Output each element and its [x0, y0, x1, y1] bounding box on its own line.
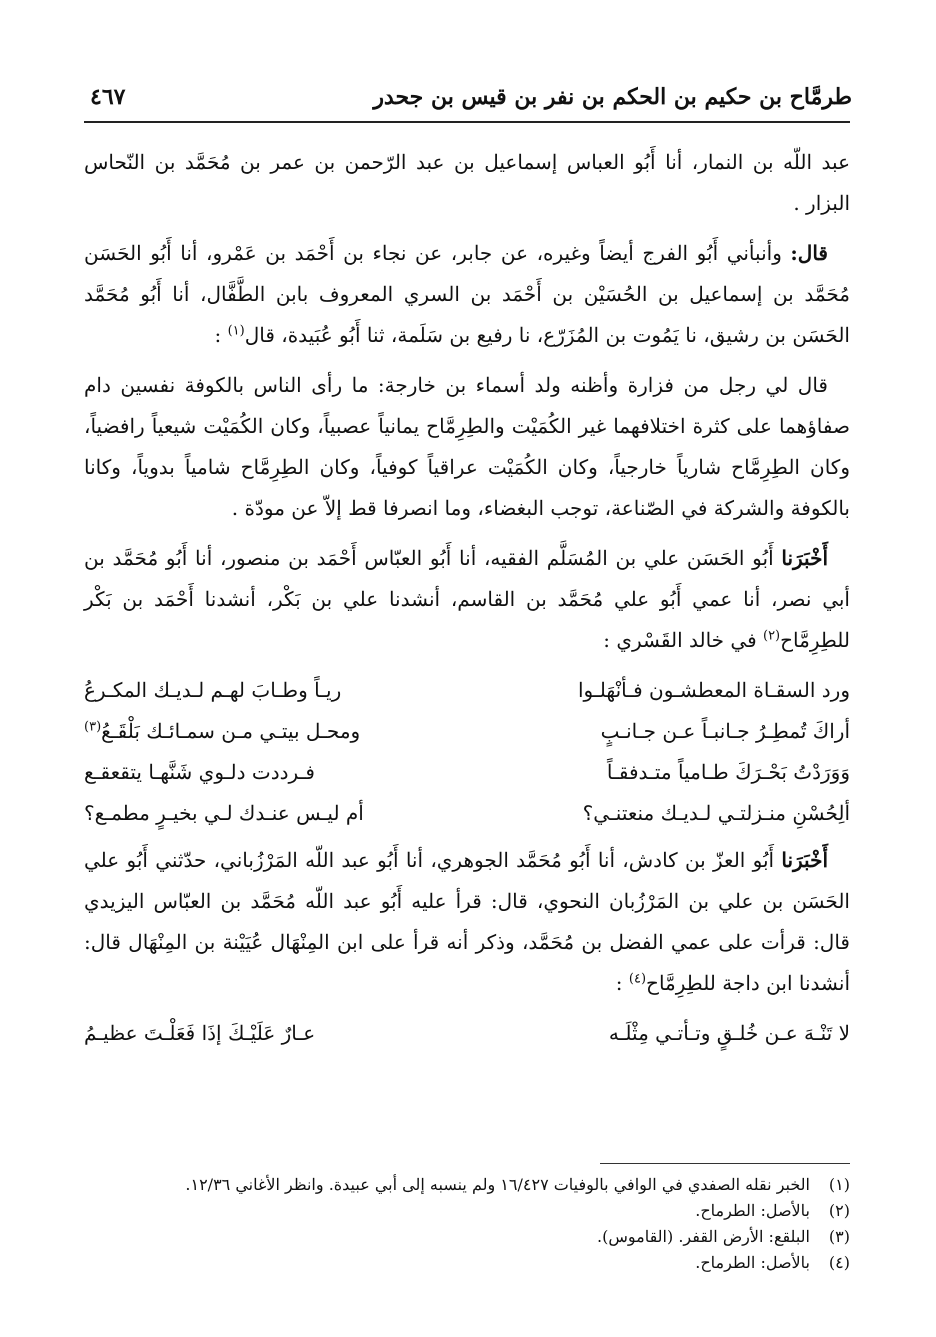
- paragraph-tail: في خالد القَسْري :: [603, 628, 763, 652]
- paragraph-2: [84, 233, 850, 356]
- verse-second-hemistich: عـارٌ عَلَيْـكَ إذَا فَعَلْـتَ عظيـمُ: [84, 1021, 316, 1045]
- paragraph-tail: :: [214, 323, 228, 347]
- page-number: ٤٦٧: [90, 84, 126, 110]
- poem: [84, 670, 850, 834]
- verse-first-hemistich: أراكَ تُمطِـرُ جـانبـاً عـن جـانـبٍ: [600, 719, 850, 743]
- verse-first-hemistich: ورد السقـاة المعطشـون فـأنْهَلـوا: [578, 678, 850, 702]
- verse-line: [84, 670, 850, 711]
- paragraph-text: وأنبأني أَبُو الفرج أيضاً وغيره، عن جابر، عن نجاء بن أَحْمَد بن عَمْرو، أنا أَبُو الحَسَن مُحَمَّد بن إسماعيل بن الحُسَيْن بن أَحْمَد بن السري المعروف بابن الطَّفَّال، أنا أَبُو مُحَمَّد الحَسَن بن رشيق، نا يَمُوت بن المُزَرّع، نا رفيع بن سَلَمة، ثنا أَبُو عُبَيدة، قال: [84, 241, 851, 347]
- verse-first-hemistich: وَوَرَدْتُ بَحْـرَكَ طـامياً متـدفقـاً: [606, 760, 850, 784]
- verse-second-hemistich: فـرددت دلـوي شَنَّهـا يتقعقـع: [84, 760, 315, 784]
- footnote-ref: (٢): [762, 628, 781, 644]
- paragraph-text: أَبُو الحَسَن علي بن المُسَلَّم الفقيه، أنا أَبُو العبّاس أَحْمَد بن منصور، أنا أَبُو مُحَمَّد بن أبي نصر، أنا عمي أَبُو علي مُحَمَّد بن القاسم، أنشدنا علي بن بَكْر، أنشدنا أَحْمَد بن بَكْر للطِرِمَّاح: [84, 546, 850, 652]
- footnote: [84, 1198, 850, 1224]
- footnote: [84, 1250, 850, 1276]
- footnote-text: الخبر نقله الصفدي في الوافي بالوفيات ١٦/٤٢٧ ولم ينسبه إلى أبي عبيدة. وانظر الأغاني ١٢/٣٦.: [185, 1175, 810, 1194]
- footnote-ref: (١): [227, 323, 245, 339]
- paragraph-lead: أَخْبَرَنا: [781, 546, 828, 570]
- verse-line: [84, 793, 850, 834]
- paragraph-1: [84, 142, 850, 224]
- verse-first-hemistich: لا تَنْـهَ عـن خُلـقٍ وتـأتـي مِثْلَـه: [608, 1021, 850, 1045]
- footnote-ref: (٣): [84, 719, 102, 735]
- verse-second-hemistich: [84, 711, 444, 752]
- verse-line: [84, 752, 850, 793]
- paragraph-3: [84, 365, 850, 529]
- footnote: [84, 1172, 850, 1198]
- footnote-number: (٢): [828, 1201, 850, 1220]
- footnote-text: بالأصل: الطرماح.: [695, 1253, 810, 1272]
- page-header: [84, 84, 852, 120]
- running-title: طرمَّاح بن حكيم بن الحكم بن نفر بن قيس بن جحدر: [373, 84, 852, 110]
- paragraph-lead: أَخْبَرَنا: [781, 848, 828, 872]
- verse-second-hemistich: ريـاً وطـابَ لهـم لـديـك المكـرعُ: [84, 678, 342, 702]
- paragraph-text: عبد اللّه بن النمار، أنا أَبُو العباس إسماعيل بن عبد الرّحمن بن عمر بن مُحَمَّد بن النّحاس البزار .: [84, 150, 850, 215]
- paragraph-tail: :: [615, 971, 629, 995]
- verse-line: [84, 1013, 850, 1054]
- paragraph-5: [84, 840, 850, 1004]
- verse-second-hemistich: أم ليـس عنـدك لـي بخيـرٍ مطمـع؟: [84, 801, 364, 825]
- footnote-rule: [600, 1163, 850, 1164]
- footnote-number: (١): [828, 1175, 850, 1194]
- footnote-number: (٣): [828, 1227, 850, 1246]
- paragraph-text: قال لي رجل من فزارة وأظنه ولد أسماء بن خارجة: ما رأى الناس بالكوفة نفسين دام صفاؤهما على كثرة اختلافهما غير الكُمَيْت والطِرِمَّاح يمانياً عصبياً، وكان الكُمَيْت شيعياً رافضياً، وكان الطِرِمَّاح شارياً خارجياً، وكان الكُمَيْت عراقياً كوفياً، وكان الطِرِمَّاح شامياً بدوياً، وكانا بالكوفة والشركة في الصّناعة، توجب البغضاء، وما انصرفا قط إلاّ عن مودّة .: [84, 373, 850, 520]
- footnote-ref: (٤): [628, 971, 647, 987]
- paragraph-lead: قال:: [790, 241, 828, 265]
- footnote: [84, 1224, 850, 1250]
- verse-first-hemistich: ألِحُسْنِ منـزلتـي لـديـك منعتنـي؟: [582, 801, 850, 825]
- footnote-text: البلقع: الأرض القفر. (القاموس).: [597, 1227, 810, 1246]
- footnote-text: بالأصل: الطرماح.: [695, 1201, 810, 1220]
- verse-text: ومحـل بيتـي مـن سمـائـك بَلْقَـعُ: [101, 719, 361, 743]
- footnote-number: (٤): [828, 1253, 850, 1272]
- paragraph-4: [84, 538, 850, 661]
- footnotes: [84, 1172, 850, 1276]
- main-text: [84, 142, 850, 1054]
- paragraph-text: أَبُو العزّ بن كادش، أنا أَبُو مُحَمَّد الجوهري، أنا أَبُو عبد اللّه المَرْزُباني، حدّثني أَبُو علي الحَسَن بن علي بن المَرْزُبان النحوي، قال: قرأ عليه أَبُو عبد اللّه مُحَمَّد بن العبّاس اليزيدي قال: قرأت على عمي الفضل بن مُحَمَّد، وذكر أنه قرأ على ابن المِنْهَال عُيَيْنة بن المِنْهَال قال: أنشدنا ابن داجة للطِرِمَّاح: [84, 848, 850, 995]
- header-rule: [84, 121, 850, 123]
- verse-line: [84, 711, 850, 752]
